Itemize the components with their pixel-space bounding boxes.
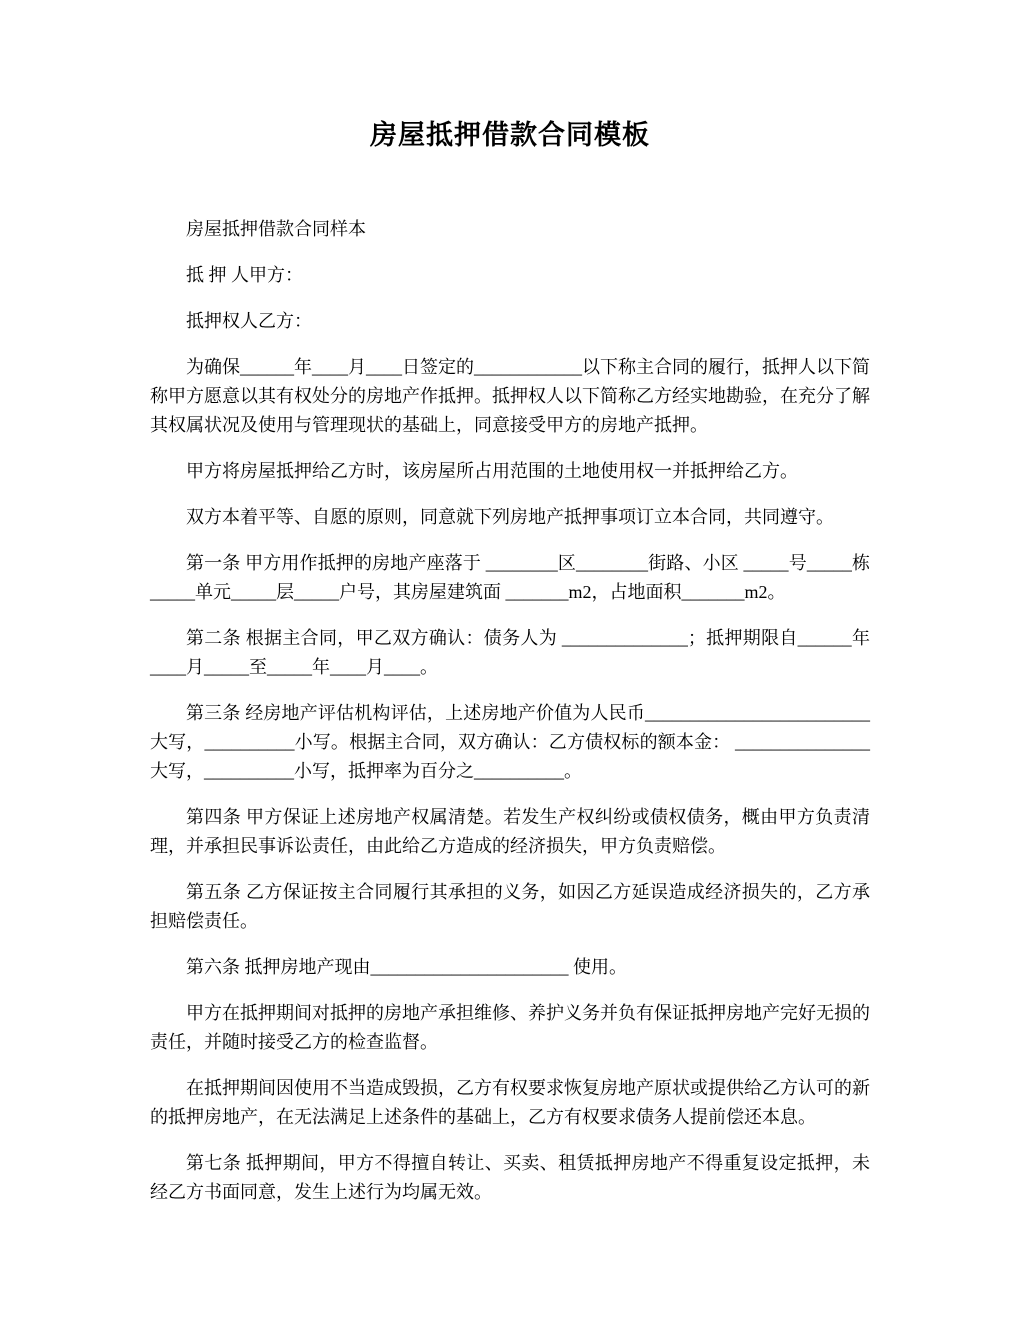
clause-1: 第一条 甲方用作抵押的房地产座落于 ________区________街路、小区 _____号_____栋_____单元_____层_____户号，其房屋建筑面 _______m2，占地面积_______m2。 [150,553,870,602]
clause-4: 第四条 甲方保证上述房地产权属清楚。若发生产权纠纷或债权债务，概由甲方负责清理，并承担民事诉讼责任，由此给乙方造成的经济损失，甲方负责赔偿。 [150,807,870,856]
agreement-principle-paragraph: 双方本着平等、自愿的原则，同意就下列房地产抵押事项订立本合同，共同遵守。 [186,507,834,527]
mortgagee-party-line: 抵押权人乙方： [186,311,312,331]
clause-5: 第五条 乙方保证按主合同履行其承担的义务，如因乙方延误造成经济损失的，乙方承担赔偿责任。 [150,882,870,931]
clause-3: 第三条 经房地产评估机构评估，上述房地产价值为人民币_________________________ 大写，__________小写。根据主合同，双方确认：乙方债权标的额本金： _______________大写，__________小写，抵押率为百分之__________。 [150,703,870,781]
clause-2: 第二条 根据主合同，甲乙双方确认：债务人为 ______________；抵押期限自______年____月_____至_____年____月____。 [150,628,870,677]
clause-7: 第七条 抵押期间，甲方不得擅自转让、买卖、租赁抵押房地产不得重复设定抵押，未经乙方书面同意，发生上述行为均属无效。 [150,1153,870,1202]
document-title: 房屋抵押借款合同模板 [370,120,650,150]
mortgagor-party-line: 抵 押 人甲方： [186,265,303,285]
preamble-paragraph: 为确保______年____月____日签定的____________以下称主合同的履行，抵押人以下简称甲方愿意以其有权处分的房地产作抵押。抵押权人以下简称乙方经实地勘验，在充分了解其权属状况及使用与管理现状的基础上，同意接受甲方的房地产抵押。 [150,357,870,435]
maintenance-obligation-paragraph: 甲方在抵押期间对抵押的房地产承担维修、养护义务并负有保证抵押房地产完好无损的责任，并随时接受乙方的检查监督。 [150,1003,870,1052]
damage-restoration-paragraph: 在抵押期间因使用不当造成毁损，乙方有权要求恢复房地产原状或提供给乙方认可的新的抵押房地产，在无法满足上述条件的基础上，乙方有权要求债务人提前偿还本息。 [150,1078,870,1127]
land-use-right-paragraph: 甲方将房屋抵押给乙方时，该房屋所占用范围的土地使用权一并抵押给乙方。 [186,461,798,481]
clause-6: 第六条 抵押房地产现由______________________ 使用。 [186,957,627,977]
document-subtitle: 房屋抵押借款合同样本 [186,219,366,239]
